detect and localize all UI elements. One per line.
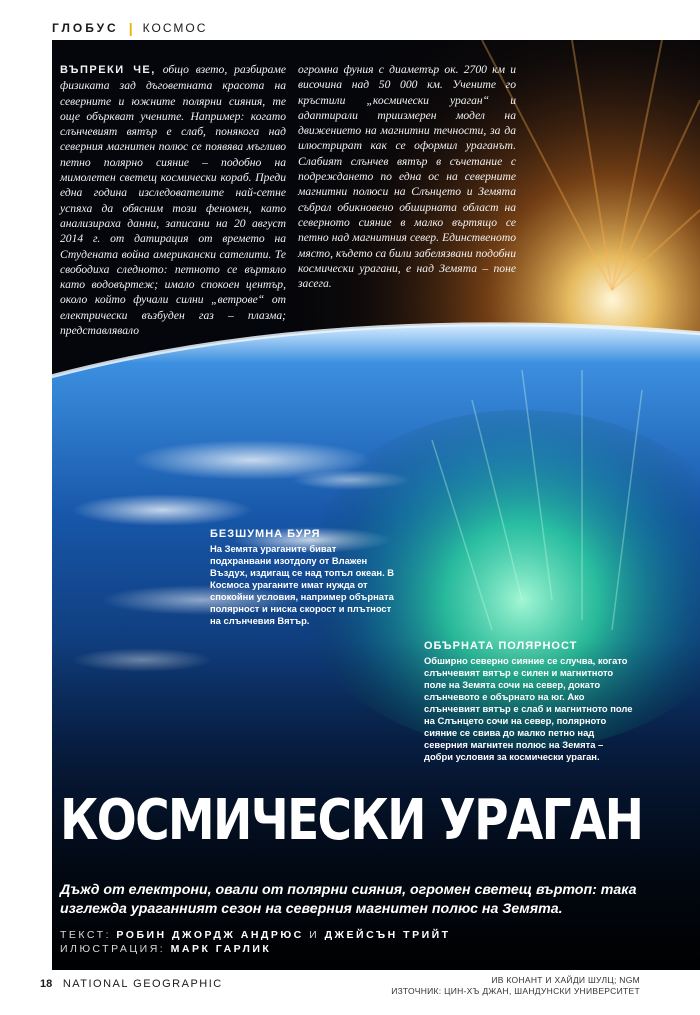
header-divider: |: [128, 20, 133, 36]
intro-column-2: [298, 62, 516, 291]
text-credit: [60, 928, 451, 942]
caption-reversed-polarity: [424, 640, 634, 763]
caption-silent-storm: [210, 528, 400, 627]
subsection-name: КОСМОС: [142, 21, 208, 35]
section-header: [52, 18, 207, 38]
section-name: ГЛОБУС: [52, 21, 119, 35]
source-line-2: ИЗТОЧНИК: ЦИН-ХЪ ДЖАН, ШАНДУНСКИ УНИВЕРСИТЕТ: [391, 986, 640, 996]
credits: [60, 928, 451, 956]
source-credit: [391, 975, 640, 997]
intro-text-1: общо взето, разбираме физиката зад дъговетната красота на северните и южните полярни сияния, те още объркват учените. Например: когато слънчевият вятър е слаб, понякога над северния магнитен полюс се появява мъгливо петно полярно сияние – подобно на мимолетен светещ космически кораб. Преди една година изследователите най-сетне успяха да обясним този феномен, като анализираха данни, записани на 20 август 2014 г. от датирация от времето на Студената война американски сателити. Те свободиха следното: петното се въртяло като водовъртеж; имало спокоен център, около който фучали силни „ветрове“ от електрически възбуден газ – плазма; представлявало: [60, 63, 286, 338]
author-2: ДЖЕЙСЪН ТРИЙТ: [324, 929, 451, 941]
caption-title: ОБЪРНАТА ПОЛЯРНОСТ: [424, 640, 578, 652]
magazine-name: NATIONAL GEOGRAPHIC: [62, 978, 223, 990]
illustrator: МАРК ГАРЛИК: [170, 943, 272, 955]
intro-lead: ВЪПРЕКИ ЧЕ,: [60, 64, 156, 76]
page-number: 18: [40, 978, 53, 990]
source-line-1: ИВ КОНАНТ И ХАЙДИ ШУЛЦ; NGM: [491, 975, 640, 985]
caption-title: БЕЗШУМНА БУРЯ: [210, 528, 321, 540]
illustration-label: ИЛЮСТРАЦИЯ:: [60, 943, 166, 955]
article-dek: Дъжд от електрони, овали от полярни сияния, огромен светещ въртоп: така изглежда ураганният сезон на северния магнитен полюс на Земята.: [60, 882, 637, 917]
text-label: ТЕКСТ:: [60, 929, 111, 941]
author-1: РОБИН ДЖОРДЖ АНДРЮС: [116, 929, 304, 941]
caption-text: Обширно северно сияние се случва, когато слънчевият вятър е силен и магнитното поле на Земята сочи на север, докато слънчевото е обърнато на юг. Ако слънчевият вятър е слаб и магнитното поле на Слънцето сочи на север, полярното сияние се свива до малко петно над северния магнитен полюс на Земята – добри условия за космически ураган.: [424, 655, 633, 762]
caption-text: На Земята ураганите биват подхранвани изотдолу от Влажен Въздух, издигащ се над топъл океан. В Космоса ураганите имат нужда от спокойни условия, например обърната полярност и ниска скорост и плътност на слънчевия Вятър.: [210, 543, 395, 626]
illustration-credit: [60, 942, 451, 956]
intro-text-2: огромна фуния с диаметър ок. 2700 км и височина над 50 000 км. Учените го кръстили „космически ураган“ и адаптирали триизмерен модел на движението на магнитни течности, за да илюстрират как се оформил ураганът. Слабият слънчев вятър в съчетание с подреждането по една ос на северните магнитни полюси на Слънцето и Земята събрал обикновено обширната област на северното сияние в малко въртящо се петно над магнитния север. Единственото място, където са били забелязвани подобни космически урагани, е над Земята – поне засега.: [298, 63, 516, 291]
page-footer: [40, 978, 223, 990]
credit-and: И: [309, 929, 320, 941]
intro-column-1: [60, 62, 286, 338]
article-title: КОСМИЧЕСКИ УРАГАН: [60, 788, 643, 853]
